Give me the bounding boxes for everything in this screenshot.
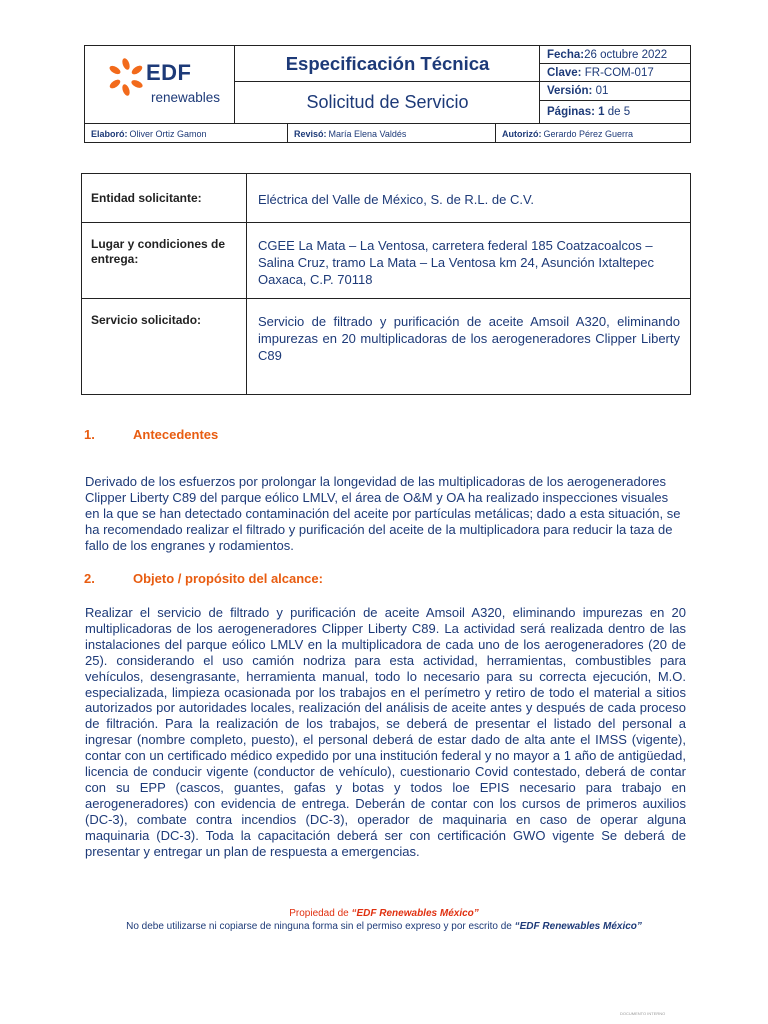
info-label: Servicio solicitado: [82, 299, 247, 394]
info-row-entidad [82, 174, 690, 223]
fecha-value: 26 octubre 2022 [584, 48, 668, 61]
reviso-label: Revisó: [294, 128, 327, 139]
paginas-row [540, 101, 690, 123]
meta-cell [540, 46, 690, 123]
fecha-label: Fecha: [547, 48, 585, 61]
paginas-label: Páginas: [547, 106, 595, 118]
footer-copyright-company: “EDF Renewables México” [514, 921, 642, 932]
footer-copyright-prefix: No debe utilizarse ni copiarse de ninguna forma sin el permiso expreso y por escrito de [126, 921, 515, 932]
reviso-cell [288, 124, 496, 143]
header-table [84, 45, 691, 143]
info-row-lugar [82, 223, 690, 299]
paginas-current: 1 [598, 106, 605, 118]
info-label: Entidad solicitante: [82, 174, 247, 222]
footer-copyright-line [0, 921, 768, 932]
footer-property-prefix: Propiedad de [289, 908, 352, 919]
info-value: Servicio de filtrado y purificación de aceite Amsoil A320, eliminando impurezas en 20 multiplicadoras de los aerogeneradores Clipper Liberty C89 [258, 314, 680, 363]
autorizo-cell [496, 124, 690, 143]
version-value: 01 [595, 85, 609, 97]
logo-cell [85, 46, 235, 123]
autorizo-label: Autorizó: [502, 128, 542, 139]
logo-subtitle: renewables [151, 90, 221, 105]
autorizo-value: Gerardo Pérez Guerra [543, 128, 634, 139]
section-title: Antecedentes [133, 427, 219, 442]
logo-brand: EDF [146, 60, 192, 85]
section-number: 1. [84, 427, 95, 442]
elaboro-value: Oliver Ortiz Gamon [129, 128, 207, 139]
info-value: Eléctrica del Valle de México, S. de R.L. de C.V. [258, 192, 535, 207]
elaboro-label: Elaboró: [91, 128, 128, 139]
elaboro-cell [85, 124, 288, 143]
section-title: Objeto / propósito del alcance: [133, 571, 323, 586]
reviso-value: María Elena Valdés [328, 128, 407, 139]
fecha-row [540, 46, 690, 64]
title-cell [235, 46, 540, 123]
version-label: Versión: [547, 85, 593, 97]
clave-label: Clave: [547, 66, 582, 79]
section-2-body: Realizar el servicio de filtrado y purificación de aceite Amsoil A320, eliminando impurezas en 20 multiplicadoras de los aerogeneradores Clipper Liberty C89. La actividad será realizada dentro de las instalaciones del parque eólico LMLV en la multiplicadora de cada uno de los aerogeneradores (20 de 25). considerando el uso camión nodriza para esta actividad, herramientas, combustibles para vehículos, desengrasante, herramienta manual, todo lo necesario para su correcta ejecución, M.O. especializada, limpieza ocasionada por los trabajos en el perímetro y retiro de todo el material a sitios autorizados por autoridades locales, realización del análisis de aceite antes y después de cada proceso de filtración. Para la realización de los trabajos, se deberá de presentar el listado del personal a ingresar (nombre completo, puesto), el personal deberá de estar dado de alta ante el IMSS (vigente), contar con un certificado médico expedido por una institución federal y no mayor a 1 año de antigüedad, licencia de conducir vigente (conductor de vehículo), cuestionario Covid contestado, deberá de contar con su EPP (cascos, guantes, gafas y botas y todos loe EPIS necesario para trabajo en aerogeneradores) con evidencia de entrega. Deberán de contar con los cursos de primeros auxilios (DC-3), combate contra incendios (DC-3), operador de maquinaria en caso de operar alguna maquinaria (DC-3). Toda la capacitación deberá ser con certificación GWO vigente Se deberá de presentar y entregar un plan de respuesta a emergencias. [85, 605, 686, 859]
footer-property-company: “EDF Renewables México” [351, 908, 479, 919]
section-1-body: Derivado de los esfuerzos por prolongar la longevidad de las multiplicadoras de los aerogeneradores Clipper Liberty C89 del parque eólico LMLV, el área de O&M y OA ha realizado inspecciones visuales en la que se han detectado contaminación del aceite por partículas metálicas; dado a esta situación, se ha recomendado realizar el filtrado y purificación del aceite de la multiplicadora para reducir la taza de fallo de los engranes y rodamientos. [85, 474, 681, 553]
edf-logo-icon [107, 58, 145, 96]
footer-property-line [0, 908, 768, 919]
info-row-servicio [82, 299, 690, 394]
version-row [540, 82, 690, 101]
clave-row [540, 64, 690, 82]
signature-row [85, 123, 690, 142]
clave-value: FR-COM-017 [584, 66, 654, 79]
section-number: 2. [84, 571, 95, 586]
classification-stamp: DOCUMENTO INTERNO [620, 1011, 666, 1016]
document-subtitle: Solicitud de Servicio [306, 92, 469, 112]
request-info-table [81, 173, 691, 395]
info-value: CGEE La Mata – La Ventosa, carretera federal 185 Coatzacoalcos – Salina Cruz, tramo La Mata – La Ventosa km 24, Asunción Ixtaltepec Oaxaca, C.P. 70118 [258, 238, 654, 287]
info-label: Lugar y condiciones de entrega: [82, 223, 247, 298]
paginas-total: de 5 [607, 106, 631, 118]
document-title: Especificación Técnica [235, 46, 540, 82]
